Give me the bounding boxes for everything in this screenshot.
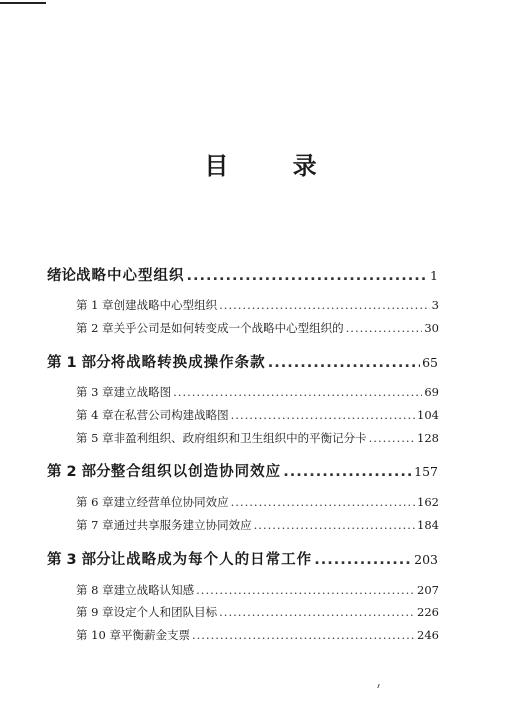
chapter-title: 建立经营单位协同效应: [113, 495, 229, 509]
chapter-title: 非盈利组织、政府组织和卫生组织中的平衡记分卡: [113, 431, 367, 445]
leader-dots: [346, 321, 423, 335]
leader-dots: [231, 408, 415, 422]
chapter-number: 第 5 章: [76, 431, 114, 445]
part-number: 第 2 部分: [47, 464, 111, 480]
toc-part-intro: [47, 264, 438, 285]
top-left-rule: [0, 2, 46, 4]
chapter-number: 第 2 章: [76, 321, 114, 335]
scan-speck: [377, 684, 382, 688]
part-title: 整合组织以创造协同效应: [110, 464, 282, 480]
chapter-title: 建立战略图: [113, 385, 172, 399]
chapter-title: 关乎公司是如何转变成一个战略中心型组织的: [113, 321, 344, 335]
toc-chapter-3: [76, 384, 439, 400]
chapter-title: 在私营公司构建战略图: [113, 408, 229, 422]
page-number: 3: [431, 298, 439, 312]
chapter-number: 第 8 章: [76, 583, 114, 597]
toc-chapter-2: [76, 320, 439, 336]
leader-dots: [314, 552, 412, 568]
toc-chapter-5: [76, 430, 439, 446]
toc-chapter-9: [76, 604, 439, 620]
toc-chapter-7: [76, 517, 439, 533]
page-number: 184: [417, 518, 439, 532]
page-number: 128: [417, 431, 439, 445]
page-number: 226: [417, 605, 439, 619]
leader-dots: [369, 431, 415, 445]
toc-part-1: [47, 351, 438, 372]
chapter-number: 第 6 章: [76, 495, 114, 509]
page-number: 207: [417, 583, 439, 597]
chapter-title: 平衡薪金支票: [120, 628, 190, 642]
page-number: 1: [430, 268, 438, 283]
page-number: 246: [417, 628, 439, 642]
part-title: 将战略转换成操作条款: [110, 355, 266, 371]
leader-dots: [196, 583, 415, 597]
leader-dots: [231, 495, 415, 509]
chapter-title: 设定个人和团队目标: [113, 605, 218, 619]
page-number: 157: [414, 464, 438, 479]
chapter-number: 第 7 章: [76, 518, 114, 532]
toc-heading: 目 录: [204, 151, 345, 180]
chapter-title: 通过共享服务建立协同效应: [113, 518, 252, 532]
chapter-number: 第 3 章: [76, 385, 114, 399]
leader-dots: [254, 518, 415, 532]
page-number: 65: [422, 355, 438, 370]
part-number: 第 1 部分: [47, 355, 111, 371]
leader-dots: [268, 355, 420, 371]
leader-dots: [219, 298, 430, 312]
page-number: 69: [424, 385, 439, 399]
toc-chapter-4: [76, 407, 439, 423]
part-number: 绪论: [47, 268, 76, 284]
chapter-number: 第 10 章: [76, 628, 121, 642]
chapter-title: 建立战略认知感: [113, 583, 195, 597]
part-title: 让战略成为每个人的日常工作: [110, 552, 313, 568]
chapter-number: 第 9 章: [76, 605, 114, 619]
part-number: 第 3 部分: [47, 552, 111, 568]
toc-chapter-8: [76, 582, 439, 598]
leader-dots: [187, 268, 429, 284]
chapter-number: 第 1 章: [76, 298, 114, 312]
page-number: 203: [414, 552, 438, 567]
chapter-title: 创建战略中心型组织: [113, 298, 218, 312]
leader-dots: [173, 385, 422, 399]
page-number: 30: [424, 321, 439, 335]
toc-part-3: [47, 548, 438, 569]
toc-chapter-6: [76, 494, 439, 510]
toc-chapter-10: [76, 627, 439, 643]
page-number: 104: [417, 408, 439, 422]
toc-chapter-1: [76, 297, 439, 313]
leader-dots: [192, 628, 415, 642]
part-title: 战略中心型组织: [76, 268, 185, 284]
chapter-number: 第 4 章: [76, 408, 114, 422]
page-number: 162: [417, 495, 439, 509]
leader-dots: [283, 464, 412, 480]
leader-dots: [219, 605, 415, 619]
toc-part-2: [47, 460, 438, 481]
